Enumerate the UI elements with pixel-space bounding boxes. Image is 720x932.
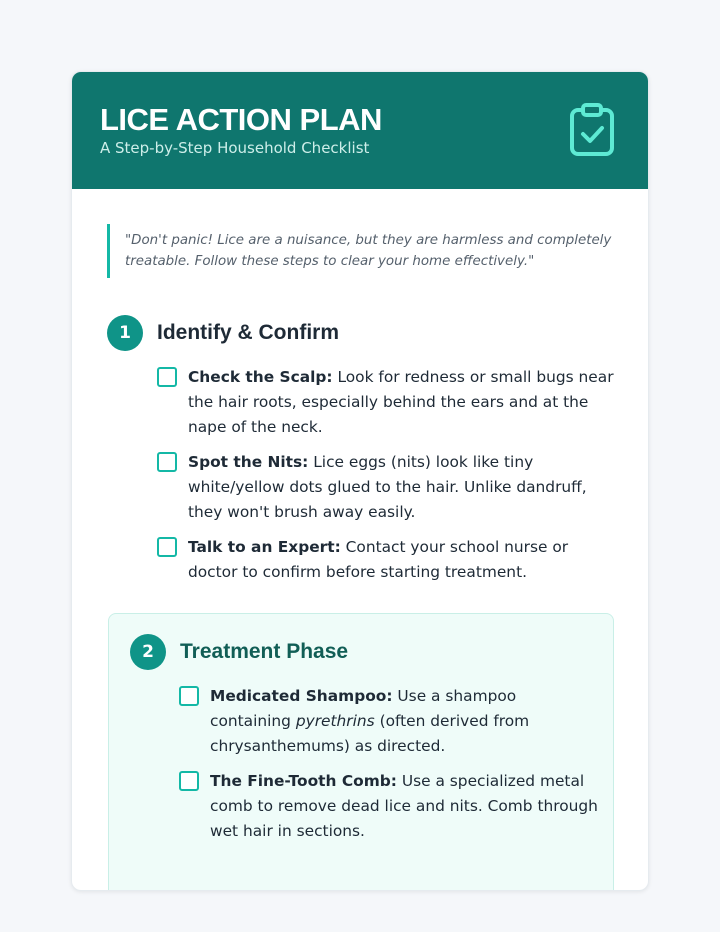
header-banner bbox=[72, 72, 648, 189]
checkbox[interactable] bbox=[157, 367, 177, 387]
checklist-item bbox=[157, 365, 615, 440]
section-identify-header bbox=[107, 315, 339, 351]
checkbox[interactable] bbox=[157, 537, 177, 557]
checklist-item bbox=[179, 769, 599, 844]
page-title: LICE ACTION PLAN bbox=[100, 102, 382, 137]
section-title: Treatment Phase bbox=[180, 640, 349, 663]
checkbox[interactable] bbox=[179, 771, 199, 791]
intro-quote: "Don't panic! Lice are a nuisance, but they are harmless and completely treatable. Follow these steps to clear your home effectively." bbox=[107, 224, 612, 278]
page-subtitle: A Step-by-Step Household Checklist bbox=[100, 139, 370, 157]
checklist-item-text: Talk to an Expert: Contact your school nurse or doctor to confirm before starting treatment. bbox=[188, 538, 569, 581]
clipboard-check-icon bbox=[568, 102, 616, 158]
checklist-item-text: The Fine-Tooth Comb: Use a specialized metal comb to remove dead lice and nits. Comb through wet hair in sections. bbox=[210, 772, 598, 840]
section-title: Identify & Confirm bbox=[157, 321, 339, 344]
checkbox[interactable] bbox=[157, 452, 177, 472]
treatment-phase-panel bbox=[108, 613, 614, 891]
identify-checklist bbox=[157, 365, 615, 595]
section-treatment-header bbox=[130, 634, 348, 670]
step-number-badge: 1 bbox=[107, 315, 143, 351]
checklist-item-text: Medicated Shampoo: Use a shampoo containing pyrethrins (often derived from chrysanthemums) as directed. bbox=[210, 687, 530, 755]
step-number-badge: 2 bbox=[130, 634, 166, 670]
checklist-item bbox=[179, 684, 599, 759]
checklist-item bbox=[157, 450, 615, 525]
checklist-item bbox=[157, 535, 615, 585]
action-plan-card bbox=[71, 71, 649, 891]
checkbox[interactable] bbox=[179, 686, 199, 706]
checklist-item-text: Spot the Nits: Lice eggs (nits) look like tiny white/yellow dots glued to the hair. Unlike dandruff, they won't brush away easily. bbox=[188, 453, 587, 521]
treatment-checklist bbox=[179, 684, 599, 854]
checklist-item-text: Check the Scalp: Look for redness or small bugs near the hair roots, especially behind the ears and at the nape of the neck. bbox=[188, 368, 614, 436]
